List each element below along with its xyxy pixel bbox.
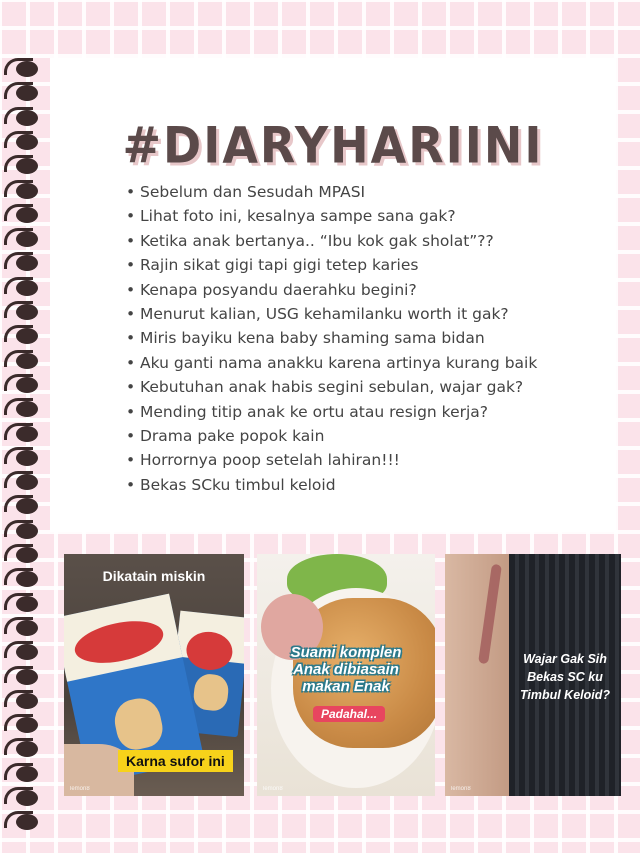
spiral-ring xyxy=(4,350,40,370)
spiral-ring xyxy=(4,666,40,686)
spiral-ring xyxy=(4,180,40,200)
list-item-text: Lihat foto ini, kesalnya sampe sana gak? xyxy=(140,207,456,226)
bullet-icon: • xyxy=(126,402,136,421)
bullet-icon: • xyxy=(126,280,136,299)
spiral-ring xyxy=(4,374,40,394)
spiral-ring xyxy=(4,811,40,831)
list-item xyxy=(126,375,596,399)
bullet-icon: • xyxy=(126,353,136,372)
spiral-ring xyxy=(4,568,40,588)
list-item xyxy=(126,448,596,472)
spiral-ring xyxy=(4,763,40,783)
list-item-text: Aku ganti nama anakku karena artinya kurang baik xyxy=(140,353,538,372)
caption-line: Wajar Gak Sih xyxy=(523,652,607,666)
bullet-icon: • xyxy=(126,426,136,445)
photo-food[interactable] xyxy=(257,554,435,796)
spiral-ring xyxy=(4,423,40,443)
list-item xyxy=(126,351,596,375)
spiral-ring xyxy=(4,58,40,78)
list-item xyxy=(126,424,596,448)
list-item-text: Horrornya poop setelah lahiran!!! xyxy=(140,451,400,470)
list-item xyxy=(126,204,596,228)
spiral-ring xyxy=(4,228,40,248)
spiral-ring xyxy=(4,787,40,807)
list-item xyxy=(126,180,596,204)
spiral-ring xyxy=(4,714,40,734)
bullet-icon: • xyxy=(126,378,136,397)
photo-formula-milk[interactable] xyxy=(64,554,244,796)
spiral-ring xyxy=(4,520,40,540)
spiral-ring xyxy=(4,544,40,564)
spiral-ring xyxy=(4,447,40,467)
list-item-text: Miris bayiku kena baby shaming sama bidan xyxy=(140,329,485,348)
caption-line: Suami komplen xyxy=(290,644,402,661)
spiral-ring xyxy=(4,690,40,710)
watermark: lemon8 xyxy=(451,786,471,792)
list-item xyxy=(126,278,596,302)
list-item xyxy=(126,326,596,350)
list-item-text: Drama pake popok kain xyxy=(140,426,325,445)
caption-line: makan Enak xyxy=(302,678,390,695)
photo-label: Karna sufor ini xyxy=(118,750,233,772)
bullet-icon: • xyxy=(126,207,136,226)
spiral-ring xyxy=(4,82,40,102)
caption-line: Timbul Keloid? xyxy=(519,688,611,702)
list-item xyxy=(126,400,596,424)
spiral-binding xyxy=(0,58,44,838)
list-item-text: Sebelum dan Sesudah MPASI xyxy=(140,183,366,201)
list-item-text: Bekas SCku timbul keloid xyxy=(140,475,336,494)
list-item-text: Kebutuhan anak habis segini sebulan, wajar gak? xyxy=(140,378,524,397)
bullet-icon: • xyxy=(126,231,136,250)
spiral-ring xyxy=(4,155,40,175)
spiral-ring xyxy=(4,593,40,613)
photo-pill: Padahal... xyxy=(313,706,385,722)
bullet-icon: • xyxy=(126,451,136,470)
spiral-ring xyxy=(4,641,40,661)
spiral-ring xyxy=(4,204,40,224)
bullet-icon: • xyxy=(126,475,136,494)
photo-caption xyxy=(513,650,617,704)
spiral-ring xyxy=(4,471,40,491)
spiral-ring xyxy=(4,252,40,272)
bullet-icon: • xyxy=(126,329,136,348)
skin xyxy=(445,554,509,796)
photo-scar[interactable] xyxy=(445,554,621,796)
bullet-icon: • xyxy=(126,183,136,201)
spiral-ring xyxy=(4,277,40,297)
list-item-text: Kenapa posyandu daerahku begini? xyxy=(140,280,417,299)
caption-line: Bekas SC ku xyxy=(527,670,603,684)
spiral-ring xyxy=(4,398,40,418)
spiral-ring xyxy=(4,131,40,151)
spiral-ring xyxy=(4,617,40,637)
list-item-text: Mending titip anak ke ortu atau resign kerja? xyxy=(140,402,489,421)
spiral-ring xyxy=(4,107,40,127)
topic-list xyxy=(126,180,596,497)
spiral-ring xyxy=(4,738,40,758)
list-item-text: Menurut kalian, USG kehamilanku worth it gak? xyxy=(140,304,509,323)
photo-caption: Dikatain miskin xyxy=(102,568,206,584)
list-item xyxy=(126,253,596,277)
list-item xyxy=(126,473,596,497)
bullet-icon: • xyxy=(126,256,136,275)
note-card xyxy=(50,58,616,532)
spiral-ring xyxy=(4,301,40,321)
caption-line: Anak dibiasain xyxy=(293,661,399,678)
list-item xyxy=(126,229,596,253)
spiral-ring xyxy=(4,325,40,345)
list-item-text: Rajin sikat gigi tapi gigi tetep karies xyxy=(140,256,419,275)
watermark: lemon8 xyxy=(70,786,90,792)
spiral-ring xyxy=(4,495,40,515)
page-title: #DIARYHARIINI xyxy=(122,115,544,175)
watermark: lemon8 xyxy=(263,786,283,792)
bullet-icon: • xyxy=(126,304,136,323)
photo-caption xyxy=(257,644,435,695)
list-item-text: Ketika anak bertanya.. “Ibu kok gak sholat”?? xyxy=(140,231,494,250)
list-item xyxy=(126,302,596,326)
